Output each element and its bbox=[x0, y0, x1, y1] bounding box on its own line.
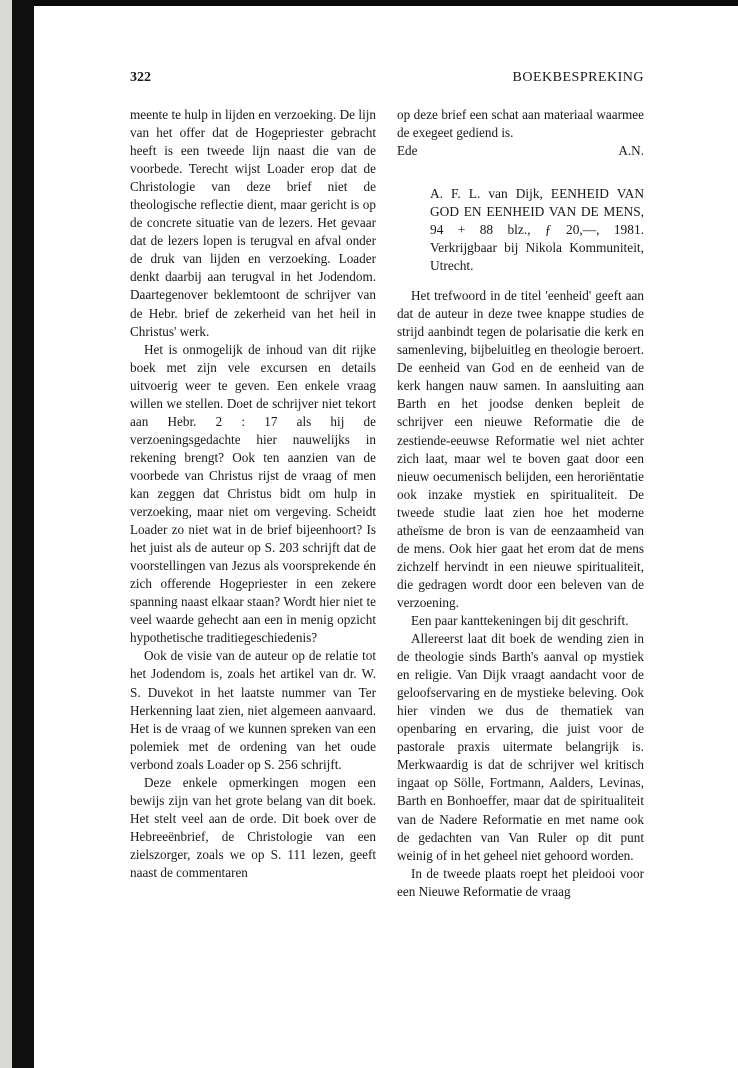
paragraph: Een paar kanttekeningen bij dit geschrift. bbox=[411, 612, 629, 628]
closing-text: op deze brief een schat aan materiaal waarmee de exegeet gediend is. bbox=[397, 107, 644, 141]
running-head: BOEKBESPREKING bbox=[512, 70, 644, 85]
right-column bbox=[397, 106, 644, 901]
left-column bbox=[130, 106, 376, 882]
paragraph: Deze enkele opmerkingen mogen een bewijs zijn van het grote belang van dit boek. Het stelt veel aan de orde. Dit boek over de Hebreeënbrief, de Christologie van een zielszorger, zoals we op S. 111 lezen, geeft naast de commentaren bbox=[130, 774, 376, 880]
signature-initials: A.N. bbox=[618, 143, 644, 159]
signature-place: Ede bbox=[397, 143, 418, 159]
book-reference: A. F. L. van Dijk, EENHEID VAN GOD EN EENHEID VAN DE MENS, 94 + 88 blz., ƒ 20,—, 1981. Verkrijgbaar bij Nikola Kommuniteit, Utrecht. bbox=[430, 186, 644, 274]
scan-left-margin bbox=[0, 0, 12, 1068]
scan-left-edge bbox=[12, 0, 34, 1068]
page-number: 322 bbox=[130, 70, 151, 85]
signature-line bbox=[397, 142, 644, 160]
paragraph: Ook de visie van de auteur op de relatie tot het Jodendom is, zoals het artikel van dr. W. S. Duvekot in het laatste nummer van Ter Herkenning laat zien, niet algemeen aanvaard. Het is de vraag of we kunnen spreken van een polemiek met de ordening van het oude verbond zoals Loader op S. 256 schrijft. bbox=[130, 648, 376, 772]
paragraph: Het trefwoord in de titel 'eenheid' geeft aan dat de auteur in deze twee knappe studies de strijd aanbindt tegen de polarisatie die kerk en samenleving, bijbeluitleg en theologie beroert. De eenheid van God en de eenheid van de kerk hangen nauw samen. In aansluiting aan Barth en het joodse denken bepleit de schrijver een nieuwe Reformatie die de zestiende-eeuwse Reformatie wel niet achter zich laat, maar wel te boven gaat door een nieuw oecumenisch belijden, een heroriëntatie ook inzake mystiek en spiritualiteit. De tweede studie laat zien hoe het moderne atheïsme de bron is van de eenzaamheid van de mens. Ook hier gaat het erom dat de mens zichzelf hervindt in een nieuwe spiritualiteit, die gedragen wordt door een beleven van de verzoening. bbox=[397, 288, 644, 610]
paragraph: Allereerst laat dit boek de wending zien in de theologie sinds Barth's aanval op mystiek en religie. Van Dijk vraagt aandacht voor de geloofservaring en de mystieke beleving. Ook hier vinden we dus de thematiek van openbaring en ervaring, die juist voor de pastorale praxis uitermate belangrijk is. Merkwaardig is dat de schrijver wel kritisch ingaat op Sölle, Fortmann, Aalders, Levinas, Barth en Bonhoeffer, maar dat de spiritualiteit van de Nadere Reformatie en met name ook de gedachten van Van Ruler op dit punt weinig of in het geheel niet gehoord worden. bbox=[397, 631, 644, 863]
paragraph: meente te hulp in lijden en verzoeking. De lijn van het offer dat de Hogepriester gebracht heeft is een tweede lijn naast die van de voorbede. Terecht wijst Loader erop dat de Christologie van deze brief niet de theologische reflectie dient, maar gericht is op de concrete situatie van de lezers. Het gevaar dat de lezers lopen is terugval en afval onder de druk van lijden en verzoeking. Loader denkt daarbij aan terugval in het Jodendom. Daartegenover beklemtoont de schrijver van de Hebr. brief de zekerheid van het heil in Christus' werk. bbox=[130, 107, 376, 339]
scan-top-edge bbox=[0, 0, 738, 6]
paragraph: In de tweede plaats roept het pleidooi voor een Nieuwe Reformatie de vraag bbox=[397, 865, 644, 899]
paragraph: Het is onmogelijk de inhoud van dit rijke boek met zijn vele excursen en details uitvoerig weer te geven. Een enkele vraag willen we stellen. Doet de schrijver niet tekort aan Hebr. 2 : 17 als hij de verzoeningsgedachte hier nauwelijks in rekening brengt? Ook ten aanzien van de voorbede van Christus rijst de vraag of men kan zeggen dat Christus bidt om hulp in verzoeking, maar niet om vergeving. Scheidt Loader zo niet wat in de brief bijeenhoort? Is het juist als de auteur op S. 203 schrijft dat de voorstellingen van Jezus als voorsprekende én zich offerende Hogepriester in een zekere spanning naast elkaar staan? Wordt hier niet te veel waarde gehecht aan een in menig opzicht hypothetische traditiegeschiedenis? bbox=[130, 341, 376, 646]
